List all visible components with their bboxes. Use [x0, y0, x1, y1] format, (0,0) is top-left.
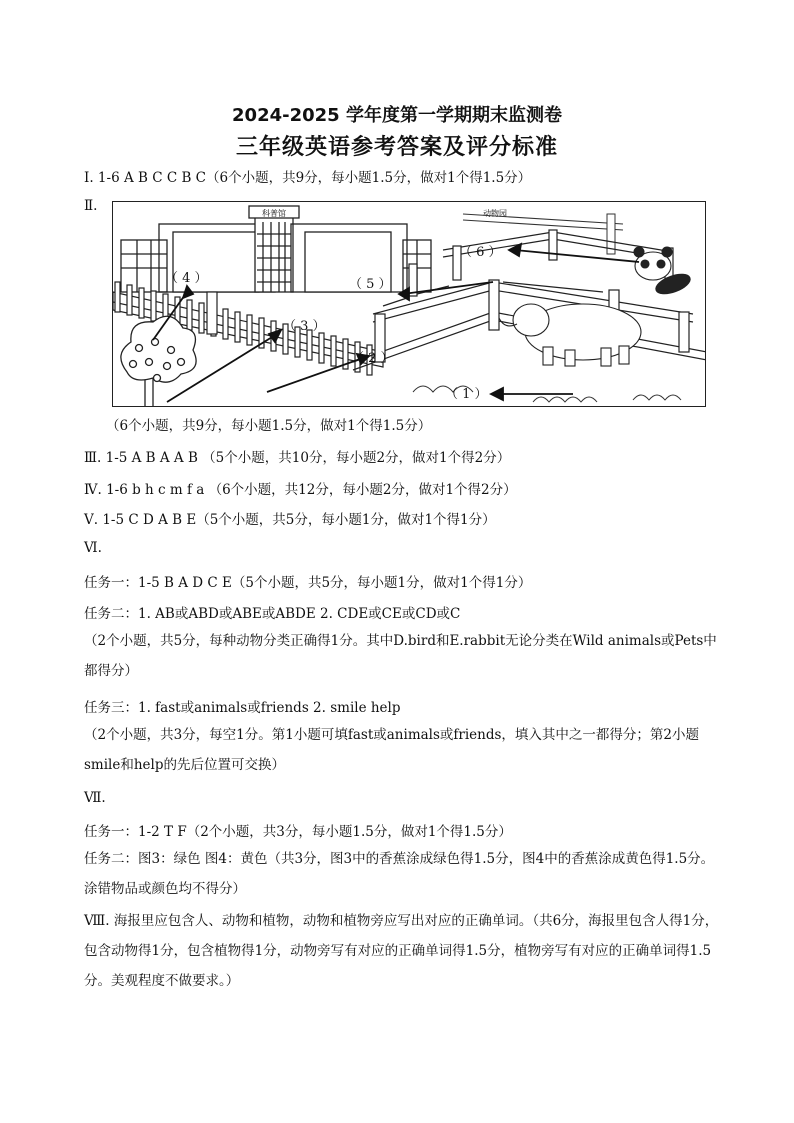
zoo-sign: 动物园: [483, 209, 507, 218]
scene-illustration: [112, 201, 706, 407]
label-2: （ 2 ）: [351, 351, 394, 366]
section-2-note: （6个小题，共9分，每小题1.5分，做对1个得1.5分）: [106, 418, 432, 434]
label-3: （ 3 ）: [283, 319, 326, 334]
section-7-label: Ⅶ.: [84, 790, 106, 806]
elephant-drawing: [499, 304, 641, 366]
section-6-task-2-note: （2个小题，共5分，每种动物分类正确得1分。其中D.bird和E.rabbit无论分类在Wild animals或Pets中都得分）: [84, 633, 717, 679]
scene-drawing: [113, 202, 706, 407]
section-7-task-2: 任务二：图3：绿色 图4：黄色（共3分，图3中的香蕉涂成绿色得1.5分，图4中的香蕉涂成黄色得1.5分。涂错物品或颜色均不得分）: [84, 851, 715, 897]
label-5: （ 5 ）: [349, 277, 392, 292]
label-4: （ 4 ）: [165, 271, 208, 286]
section-6-label: Ⅵ.: [84, 540, 102, 556]
section-2-label: Ⅱ.: [84, 198, 98, 214]
section-8: Ⅷ. 海报里应包含人、动物和植物，动物和植物旁应写出对应的正确单词。（共6分，海报里包含人得1分，包含动物得1分，包含植物得1分，动物旁写有对应的正确单词得1.5分，植物旁写有对应的正确单词得1.5分。美观程度不做要求。）: [84, 913, 719, 989]
section-6-task-3: 任务三：1. fast或animals或friends 2. smile help: [84, 700, 401, 716]
section-3: Ⅲ. 1-5 A B A A B （5个小题，共10分，每小题2分，做对1个得2分）: [84, 450, 511, 466]
title-line-2: 三年级英语参考答案及评分标准: [235, 135, 558, 160]
title-line-1: 2024-2025 学年度第一学期期末监测卷: [232, 105, 562, 126]
section-6-task-2: 任务二：1. AB或ABD或ABE或ABDE 2. CDE或CE或CD或C: [84, 606, 461, 622]
section-6-task-1: 任务一：1-5 B A D C E（5个小题，共5分，每小题1分，做对1个得1分）: [84, 575, 532, 591]
section-6-task-3-note: （2个小题，共3分，每空1分。第1小题可填fast或animals或friends，填入其中之一都得分；第2小题smile和help的先后位置可交换）: [84, 727, 700, 773]
section-4: Ⅳ. 1-6 b h c m f a （6个小题，共12分，每小题2分，做对1个得2分）: [84, 482, 517, 498]
label-6: （ 6 ）: [459, 245, 502, 260]
panda-drawing: [634, 247, 693, 298]
label-1: （ 1 ）: [445, 387, 488, 402]
apple-tree: [121, 316, 196, 407]
section-1: Ⅰ. 1-6 A B C C B C（6个小题，共9分，每小题1.5分，做对1个得1.5分）: [84, 170, 532, 186]
section-7-task-1: 任务一：1-2 T F（2个小题，共3分，每小题1.5分，做对1个得1.5分）: [84, 824, 512, 840]
museum-sign: 科普馆: [262, 209, 286, 218]
section-5: Ⅴ. 1-5 C D A B E（5个小题，共5分，每小题1分，做对1个得1分）: [84, 512, 496, 528]
